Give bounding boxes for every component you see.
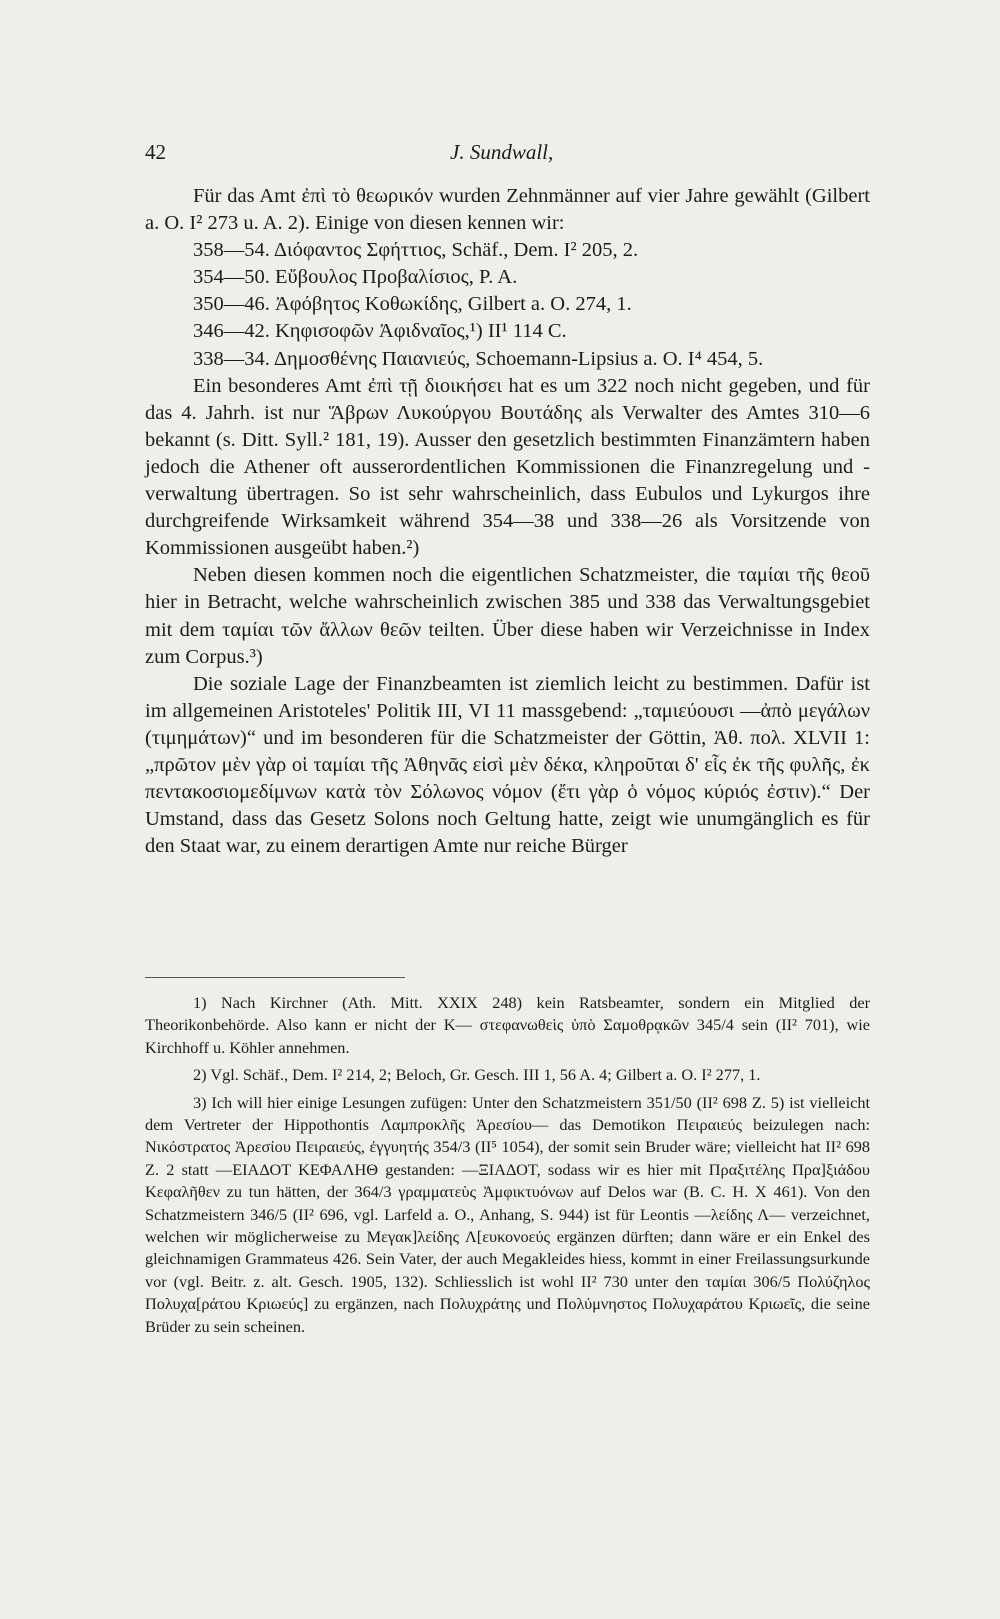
- running-head: J. Sundwall,: [450, 140, 554, 164]
- list-item: 350—46. Ἀφόβητος Κοθωκίδης, Gilbert a. O. 274, 1.: [193, 293, 632, 316]
- paragraph-theorikon: Für das Amt ἐπὶ τὸ θεωρικόν wurden Zehnmänner auf vier Jahre gewählt (Gilbert a. O. I² 273 u. A. 2). Einige von diesen kennen wir:: [145, 185, 870, 235]
- footnotes: [145, 992, 870, 1343]
- page-number: 42: [145, 140, 166, 164]
- paragraph-tamiai: Neben diesen kommen noch die eigentlichen Schatzmeister, die ταμίαι τῆς θεοῦ hier in Betracht, welche wahrscheinlich zwischen 385 und 338 das Verwaltungsgebiet mit dem ταμίαι τῶν ἄλλων θεῶν teilten. Über diese haben wir Verzeichnisse in Index zum Corpus.³): [145, 564, 870, 668]
- list-item: 354—50. Εὔβουλος Προβαλίσιος, P. A.: [193, 266, 518, 289]
- paragraph-social-status: Die soziale Lage der Finanzbeamten ist ziemlich leicht zu bestimmen. Dafür ist im allgemeinen Aristoteles' Politik III, VI 11 massgebend: „ταμιεύουσι —ἀπὸ μεγάλων (τιμημάτων)“ und im besonderen für die Schatzmeister der Göttin, Ἀθ. πολ. XLVII 1: „πρῶτον μὲν γὰρ οἱ ταμίαι τῆς Ἀθηνᾶς εἰσὶ μὲν δέκα, κληροῦται δ' εἷς ἐκ τῆς φυλῆς, ἐκ πεντακοσιομεδίμνων κατὰ τὸν Σόλωνος νόμον (ἔτι γὰρ ὁ νόμος κύριός ἐστιν).“ Der Umstand, dass das Gesetz Solons noch Geltung hatte, zeigt wie unumgänglich es für den Staat war, zu einem derartigen Amte nur reiche Bürger: [145, 672, 870, 858]
- footnote-divider: [145, 977, 405, 978]
- main-text: [145, 183, 870, 860]
- list-item: 346—42. Κηφισοφῶν Ἀφιδναῖος,¹) II¹ 114 C.: [193, 320, 567, 343]
- footnote-3: 3) Ich will hier einige Lesungen zufügen: Unter den Schatzmeistern 351/50 (II² 698 Z. 5) ist vielleicht dem Vertreter der Hippothontis Λαμπροκλῆς Ἀρεσίου— das Demotikon Πειραιεύς beizulegen nach: Νικόστρατος Ἀρεσίου Πειραιεύς, ἐγγυητής 354/3 (II⁵ 1054), der somit sein Bruder wäre; vielleicht hat II² 698 Z. 2 statt —ΕΙΑΔΟΤ ΚΕΦΑΛΗΘ gestanden: —ΞΙΑΔΟΤ, sodass wir es hier mit Πραξιτέλης Πρα]ξιάδου Κεφαλῆθεν zu tun hätten, der 364/3 γραμματεὺς Ἀμφικτυόνων auf Delos war (B. C. H. X 461). Von den Schatzmeistern 346/5 (II² 696, vgl. Larfeld a. O., Anhang, S. 944) ist für Leontis —λείδης Λ— verzeichnet, welchen wir möglicherweise zu Μεγακ]λείδης Λ[ευκονοεύς ergänzen dürften; dann wäre er ein Enkel des gleichnamigen Grammateus 426. Sein Vater, der auch Megakleides hiess, kommt in einer Freilassungsurkunde vor (vgl. Beitr. z. alt. Gesch. 1905, 132). Schliesslich ist wohl II² 730 unter den ταμίαι 306/5 Πολύζηλος Πολυχα[ράτου Κριωεύς] zu ergänzen, nach Πολυχράτης und Πολύμνηστος Πολυχαράτου Κριωεῖς, die seine Brüder zu sein scheinen.: [145, 1092, 870, 1336]
- list-item: 338—34. Δημοσθένης Παιανιεύς, Schoemann-Lipsius a. O. I⁴ 454, 5.: [193, 347, 764, 370]
- footnote-2: 2) Vgl. Schäf., Dem. I² 214, 2; Beloch, Gr. Gesch. III 1, 56 A. 4; Gilbert a. O. I² 277, 1.: [193, 1065, 761, 1085]
- list-item: 358—54. Διόφαντος Σφήττιος, Schäf., Dem. I² 205, 2.: [193, 239, 639, 262]
- footnote-1: 1) Nach Kirchner (Ath. Mitt. XXIX 248) kein Ratsbeamter, sondern ein Mitglied der Theorikonbehörde. Also kann er nicht der K— στεφανωθεὶς ὑπὸ Σαμοθρᾳκῶν 345/4 sein (II² 701), wie Kirchhoff u. Köhler annehmen.: [145, 993, 870, 1057]
- paragraph-dioikesis: Ein besonderes Amt ἐπὶ τῇ διοικήσει hat es um 322 noch nicht gegeben, und für das 4. Jahrh. ist nur Ἅβρων Λυκούργου Βουτάδης als Verwalter des Amtes 310—6 bekannt (s. Ditt. Syll.² 181, 19). Ausser den gesetzlich bestimmten Finanzämtern haben jedoch die Athener oft ausserordentlichen Kommissionen die Finanzregelung und -verwaltung übertragen. So ist sehr wahrscheinlich, dass Eubulos und Lykurgos ihre durchgreifende Wirksamkeit während 354—38 und 338—26 als Vorsitzende von Kommissionen ausgeübt haben.²): [145, 374, 870, 560]
